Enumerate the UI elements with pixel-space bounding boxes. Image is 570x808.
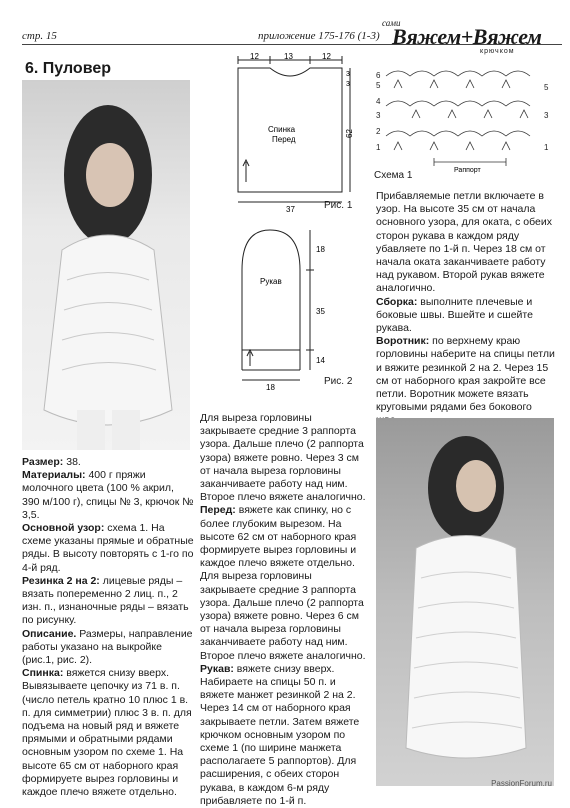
dim-neck-2: 3 [346, 81, 350, 88]
dim-width: 37 [286, 205, 295, 214]
label-sleeve: Рукав [260, 277, 282, 286]
scheme-row-3-left: 3 [376, 111, 381, 120]
left-para-6-heading: Спинка: [22, 667, 64, 680]
left-para-5-heading: Описание. [22, 627, 77, 640]
scheme-repeat-label: Раппорт [454, 167, 481, 174]
right-para-2-text: выполните плечевые и боковые швы. Вшейте и сшейте рукава. [376, 295, 533, 335]
scheme-row-5-left: 5 [376, 81, 381, 90]
dim-neck-1: 3 [346, 71, 350, 78]
dim-sleeve-bot: 14 [316, 356, 325, 365]
left-para-5-text: Размеры, направление работы указано на выкройке (рис.1, рис. 2). [22, 627, 193, 667]
left-para-3-heading: Основной узор: [22, 522, 105, 535]
mid-para-2 [200, 504, 370, 662]
pattern-sleeve [228, 222, 338, 392]
right-para-2 [376, 296, 556, 336]
left-para-6-text: вяжется снизу вверх. Вывязываете цепочку из 71 в. п. (число петель кратно 10 плюс 1 в. п. для симметрии) плюс 3 в. п. для подъема на новый ряд и вяжете прямыми и обратными рядами основным узором по схеме 1. На высоте 65 см от наборного края формируете вырез горловины и каждое плечо вяжете отдельно. [22, 667, 192, 799]
model-photo-main [22, 80, 190, 450]
fig1-caption: Рис. 1 [324, 200, 353, 211]
right-para-1-text: Прибавляемые петли включаете в узор. На высоте 35 см от начала основного узора, для оката, с обеих сторон рукава в каждом ряду убавляете по 1-й п. Через 18 см от начала оката заканчиваете работу над рукавом. Второй рукав вяжете аналогично. [376, 190, 552, 295]
mid-para-2-heading: Перед: [200, 504, 236, 517]
dim-height: 62 [345, 129, 354, 138]
model-back-illustration [376, 418, 554, 786]
left-para-1 [22, 456, 194, 469]
left-para-4-heading: Резинка 2 на 2: [22, 574, 100, 587]
logo-main-text: Вяжем+Вяжем [392, 24, 542, 49]
dim-top-mid: 13 [284, 52, 293, 61]
left-column-text [22, 456, 194, 799]
mid-para-3 [200, 663, 370, 808]
label-back: Спинка [268, 125, 296, 134]
left-para-5 [22, 628, 194, 668]
left-para-6 [22, 667, 194, 799]
dim-sleeve-width: 18 [266, 383, 275, 392]
watermark-text: PassionForum.ru [491, 779, 552, 788]
label-front: Перед [272, 135, 296, 144]
dim-top-left: 12 [250, 52, 259, 61]
scheme-row-2: 2 [376, 127, 381, 136]
magazine-logo [382, 18, 552, 58]
scheme-row-6: 6 [376, 71, 381, 80]
left-para-4-text: лицевые ряды – вязать попеременно 2 лиц. п., 2 изн. п., изнаночные ряды – вязать по рисунку. [22, 574, 189, 627]
left-para-1-heading: Размер: [22, 456, 64, 468]
mid-para-2-text: вяжете как спинку, но с более глубоким вырезом. На высоте 62 см от наборного края формируете вырез горловины и каждое плечо вяжете отдельно. Для выреза горловины закрываете средние 3 раппорта узора. Дальше плечо (2 раппорта узора) вяжете ровно. Через 6 см от начала выреза горловины заканчиваете работу над ним. Второе плечо вяжете аналогично. [200, 504, 366, 662]
right-para-3-text: по верхнему краю горловины наберите на спицы петли и вяжите резинкой 2 на 2. Через 15 см от наборного края закройте все петли. Воротник можете вязать круговыми рядами без бокового [376, 335, 555, 414]
scheme-row-4: 4 [376, 97, 381, 106]
pattern-back-front [228, 52, 358, 222]
left-para-2-text: 400 г пряжи молочного цвета (100 % акрил, 390 м/100 г), спицы № 3, крючок № 3,5. [22, 469, 194, 521]
crochet-chart [374, 66, 554, 176]
mid-para-3-text: вяжете снизу вверх. Набираете на спицы 50 п. и вяжете манжет резинкой 2 на 2. Через 14 см от наборного края закрываете петли. Затем вяжете крючком основным узором по схеме 1 (по ширине манжета располагаете 5 раппортов). Для расширения, с обеих сторон рукава, в каждом 6-м ряду прибавляете по 1-й п. [200, 662, 360, 807]
right-column-text [376, 190, 556, 428]
scheme-row-1-left: 1 [376, 143, 381, 152]
dim-sleeve-top: 18 [316, 245, 325, 254]
right-para-1 [376, 190, 556, 296]
left-para-2 [22, 469, 194, 522]
model-illustration [22, 80, 190, 450]
right-para-2-heading: Сборка: [376, 295, 418, 308]
dim-sleeve-mid: 35 [316, 307, 325, 316]
mid-para-3-heading: Рукав: [200, 662, 234, 675]
middle-column-text [200, 412, 370, 808]
right-para-3-heading: Воротник: [376, 335, 430, 348]
model-photo-back [376, 418, 554, 786]
article-title: 6. Пуловер [25, 60, 111, 77]
scheme-row-5-right: 5 [544, 83, 549, 92]
issue-label: приложение 175-176 (1-3) [258, 30, 380, 42]
right-para-3 [376, 335, 556, 427]
fig2-caption: Рис. 2 [324, 376, 353, 387]
dim-top-right: 12 [322, 52, 331, 61]
left-para-3 [22, 522, 194, 575]
logo-sub-text: крючком [480, 48, 515, 55]
left-para-1-text: 38. [63, 456, 81, 468]
scheme-row-3-right: 3 [544, 111, 549, 120]
left-para-4 [22, 575, 194, 628]
mid-para-1-text: Для выреза горловины закрываете средние 3 раппорта узора. Дальше плечо (2 раппорта узора) вяжете ровно. Через 3 см от начала выреза горловины заканчиваете работу над ним. Второе плечо вяжете аналогично. [200, 412, 366, 504]
mid-para-1 [200, 412, 370, 504]
scheme-row-1-right: 1 [544, 143, 549, 152]
scheme-caption: Схема 1 [374, 170, 413, 181]
logo-small-text: сами [382, 18, 401, 28]
left-para-2-heading: Материалы: [22, 469, 86, 482]
left-para-3-text: схема 1. На схеме указаны прямые и обратные ряды. В высоту повторять с 1-го по 4-й ряд. [22, 522, 194, 574]
page-number: стр. 15 [22, 30, 57, 42]
